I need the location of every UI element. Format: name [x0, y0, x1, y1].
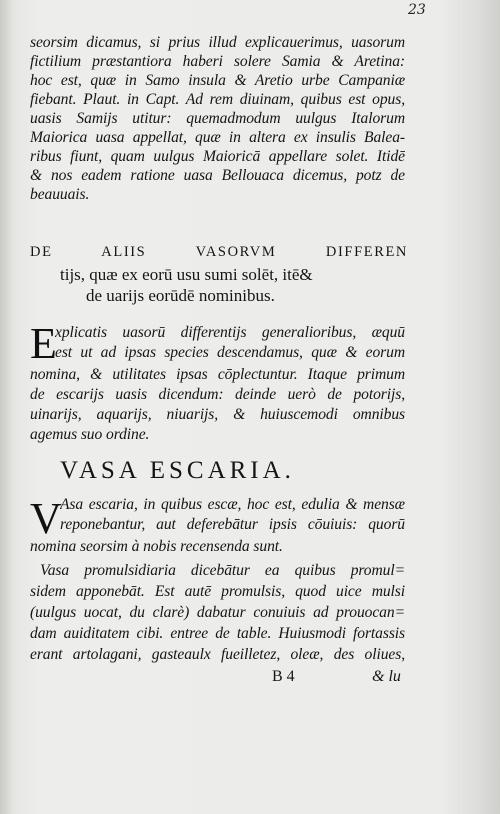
signature-mark: B 4: [272, 668, 295, 685]
text-line: dam auiditatem cibi. entree de table. Huiusmodi fortassis: [30, 625, 405, 642]
section-title: VASA ESCARIA.: [60, 457, 295, 484]
folio-number: 23: [408, 2, 426, 18]
text-line: de escarijs uasis dicendum: deinde uerò de potorijs,: [30, 386, 405, 403]
text-line: fictilium præstantiora haberi solere Samia & Aretina:: [30, 53, 405, 70]
text-line: sidem apponebāt. Est autē promulsis, quod uice mulsi: [30, 583, 405, 600]
chapter-heading-caps: DE ALIIS VASORVM DIFFEREN: [30, 244, 408, 260]
chapter-heading-line: de uarijs eorūdē nominibus.: [86, 286, 275, 305]
text-line: est ut ad ipsas species descendamus, quæ & eorum: [55, 344, 405, 361]
text-line: agemus suo ordine.: [30, 426, 150, 443]
text-line: nomina seorsim à nobis recensenda sunt.: [30, 538, 283, 555]
text-line: Asa escaria, in quibus escæ, hoc est, edulia & mensæ: [60, 496, 405, 513]
text-line: seorsim dicamus, si prius illud explicauerimus, uasorum: [30, 34, 405, 51]
text-line: reponebantur, aut deferebātur ipsis cōuiuis: quorū: [60, 516, 405, 533]
drop-cap-letter: E: [30, 319, 57, 368]
text-line: Maiorica uasa appellat, quæ in altera ex insulis Balea-: [30, 129, 405, 146]
text-line: uasis Samijs utitur: quemadmodum uulgus Italorum: [30, 110, 405, 127]
text-line: hoc est, quæ in Samo insula & Aretio urbe Campaniæ: [30, 72, 405, 89]
text-line: (uulgus uocat, du clarè) dabatur conuiuis ad prouocan=: [30, 604, 405, 621]
text-line: Vasa promulsidiaria dicebātur ea quibus promul=: [40, 562, 405, 579]
text-line: uinarijs, aquarijs, niuarijs, & huiuscemodi omnibus: [30, 406, 405, 423]
chapter-heading-line: tijs, quæ ex eorū usu sumi solēt, itē&: [60, 265, 313, 284]
text-line: & nos eadem ratione uasa Bellouaca dicemus, potz de: [30, 167, 405, 184]
text-line: xplicatis uasorū differentijs generalioribus, æquū: [55, 324, 405, 341]
text-line: nomina, & utilitates ipsas cōplectuntur. Itaque primum: [30, 366, 405, 383]
catchword: & lu: [372, 668, 401, 685]
text-line: ribus fiunt, quam uulgus Maioricā appellare solet. Itidē: [30, 148, 405, 165]
text-line: erant artolagani, gasteaulx fueilletez, oleæ, des oliues,: [30, 646, 405, 663]
drop-cap-letter: V: [30, 494, 62, 543]
text-line: beauuais.: [30, 186, 90, 203]
text-line: fiebant. Plaut. in Capt. Ad rem diuinam, quibus est opus,: [30, 91, 405, 108]
